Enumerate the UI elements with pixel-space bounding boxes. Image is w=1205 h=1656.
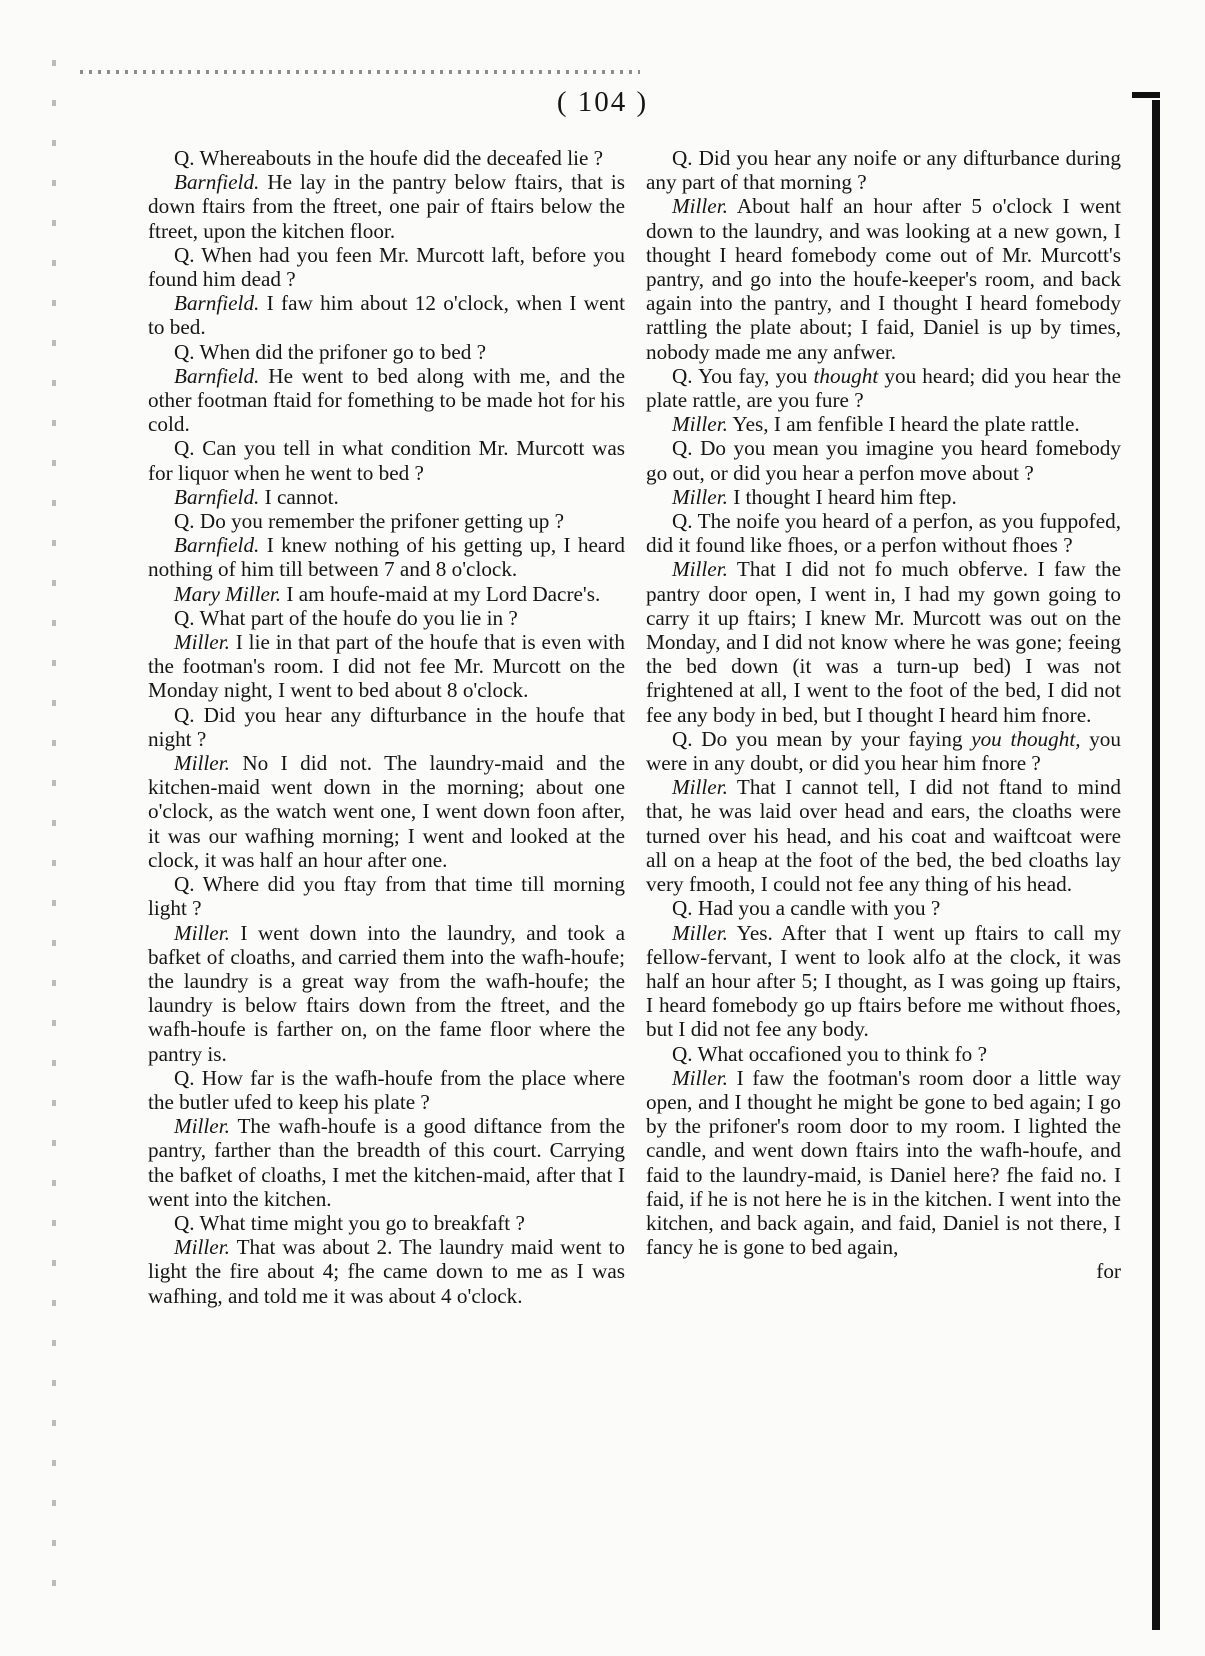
testimony-question <box>646 509 1121 557</box>
testimony-answer <box>148 1235 625 1308</box>
paragraph-text: I am houfe-maid at my Lord Dacre's. <box>281 581 601 606</box>
testimony-answer <box>148 1114 625 1211</box>
speaker-name: Miller. <box>174 1235 230 1260</box>
emphasis-text: thought <box>813 363 879 388</box>
paragraph-text: Q. Can you tell in what condition Mr. Murcott was for liquor when he went to bed ? <box>148 436 625 485</box>
paragraph-text: Q. The noife you heard of a perfon, as you fuppofed, did it found like fhoes, or a perfon without fhoes ? <box>646 509 1121 558</box>
paragraph-text: He lay in the pantry below ftairs, that is down ftairs from the ftreet, one pair of ftairs below the ftreet, upon the kitchen floor. <box>148 170 625 243</box>
paragraph-text: No I did not. The laundry-maid and the kitchen-maid went down in the morning; about one o'clock, as the watch went one, I went down foon after, it was our wafhing morning; I went and looked at the clock, it was half an hour after one. <box>148 751 625 872</box>
speaker-name: Mary Miller. <box>174 581 282 606</box>
testimony-question <box>646 896 1121 920</box>
catchword: for <box>1096 1259 1121 1284</box>
paragraph-text: Q. When did the prifoner go to bed ? <box>174 339 487 364</box>
testimony-question <box>646 1042 1121 1066</box>
speaker-name: Barnfield. <box>174 291 260 316</box>
testimony-answer <box>148 291 625 339</box>
emphasis-text: you thought, <box>971 726 1081 751</box>
testimony-answer <box>646 194 1121 363</box>
speaker-name: Miller. <box>174 1114 230 1139</box>
paragraph-text: That I did not fo much obferve. I faw the pantry door open, I went in, I had my gown going to carry it up ftairs; I knew Mr. Murcott was out on the Monday, and I did not know where he was gone; feeing the bed down (it was a turn-up bed) I was not frightened at all, I went to the foot of the bed, I did not fee any body in bed, but I thought I heard him fnore. <box>646 557 1121 727</box>
testimony-question <box>148 1066 625 1114</box>
paragraph-text: Q. Do you mean you imagine you heard fomebody go out, or did you hear a perfon move about ? <box>646 436 1121 485</box>
paragraph-text: Yes. After that I went up ftairs to call my fellow-fervant, I went to look alfo at the clock, it was half an hour after 5; I thought, as I was going up ftairs, I heard fomebody go up ftairs before me without fhoes, but I did not fee any body. <box>646 920 1121 1042</box>
speaker-name: Miller. <box>174 751 230 776</box>
paragraph-text: I cannot. <box>259 484 339 509</box>
testimony-answer <box>148 751 625 872</box>
testimony-answer <box>646 775 1121 896</box>
paragraph-text: I lie in that part of the houfe that is even with the footman's room. I did not fee Mr. Murcott on the Monday night, I went to bed about 8 o'clock. <box>148 630 625 703</box>
testimony-answer <box>148 364 625 437</box>
testimony-question <box>148 243 625 291</box>
testimony-answer <box>646 485 1121 509</box>
paragraph-text: Q. When had you feen Mr. Murcott laft, before you found him dead ? <box>148 242 625 292</box>
paragraph-text: I faw him about 12 o'clock, when I went to bed. <box>148 291 625 340</box>
testimony-answer <box>646 921 1121 1042</box>
testimony-question <box>148 1211 625 1235</box>
speaker-name: Miller. <box>672 194 728 219</box>
testimony-answer <box>646 557 1121 726</box>
paragraph-text: Q. Do you remember the prifoner getting up ? <box>174 509 565 534</box>
speaker-name: Miller. <box>672 920 728 945</box>
testimony-question <box>646 364 1121 412</box>
testimony-question <box>646 436 1121 484</box>
paragraph-text: Q. Whereabouts in the houfe did the deceafed lie ? <box>174 146 604 170</box>
speaker-name: Barnfield. <box>174 484 260 509</box>
paragraph-text: Q. Did you hear any difturbance in the houfe that night ? <box>148 702 625 751</box>
testimony-question <box>646 727 1121 775</box>
testimony-answer <box>148 582 625 606</box>
testimony-question <box>148 146 625 170</box>
paragraph-text: Q. What occafioned you to think fo ? <box>672 1041 987 1066</box>
paragraph-text-continued: you heard; did you hear the plate rattle, are you fure ? <box>646 363 1122 413</box>
testimony-answer <box>646 1066 1121 1260</box>
paragraph-text: Q. Did you hear any noife or any difturbance during any part of that morning ? <box>646 146 1121 195</box>
testimony-question <box>148 872 625 920</box>
paragraph-text: He went to bed along with me, and the other footman ftaid for fomething to be made hot for his cold. <box>148 363 625 437</box>
testimony-answer <box>148 630 625 703</box>
right-column <box>646 146 1121 1284</box>
paragraph-text: Q. How far is the wafh-houfe from the place where the butler ufed to keep his plate ? <box>148 1065 625 1114</box>
paragraph-text: Q. Do you mean by your faying <box>672 726 972 751</box>
testimony-answer <box>148 921 625 1066</box>
paragraph-text: Yes, I am fenfible I heard the plate rattle. <box>727 412 1080 437</box>
paragraph-text: Q. Had you a candle with you ? <box>672 896 941 921</box>
paragraph-text: Q. You fay, you <box>672 363 814 388</box>
speaker-name: Miller. <box>672 775 728 800</box>
scan-artifact-right-edge <box>1152 100 1160 1630</box>
testimony-question <box>646 146 1121 194</box>
speaker-name: Miller. <box>672 557 728 582</box>
paragraph-text: That I cannot tell, I did not ftand to mind that, he was laid over head and ears, the cloaths were turned over his head, and his coat and waiftcoat were all on a heap at the foot of the bed, the bed cloaths lay very fmooth, I could not fee any thing of his head. <box>646 775 1121 897</box>
speaker-name: Miller. <box>174 630 230 655</box>
testimony-answer <box>148 170 625 243</box>
left-column <box>148 146 625 1308</box>
paragraph-text: I knew nothing of his getting up, I heard nothing of him till between 7 and 8 o'clock. <box>148 533 625 582</box>
scan-artifact-top <box>80 70 640 74</box>
paragraph-text: The wafh-houfe is a good diftance from the pantry, farther than the breadth of this court. Carrying the bafket of cloaths, I met the kitchen-maid, after that I went into the kitchen. <box>148 1114 625 1211</box>
testimony-question <box>148 340 625 364</box>
speaker-name: Miller. <box>672 412 728 437</box>
testimony-question <box>148 509 625 533</box>
testimony-answer <box>646 412 1121 436</box>
speaker-name: Miller. <box>672 1065 728 1090</box>
speaker-name: Miller. <box>174 920 230 945</box>
testimony-question <box>148 703 625 751</box>
paragraph-text: Q. What time might you go to breakfaft ? <box>174 1210 525 1235</box>
speaker-name: Barnfield. <box>174 170 260 195</box>
paragraph-text: I went down into the laundry, and took a bafket of cloaths, and carried them into the wafh-houfe; the laundry is a great way from the wafh-houfe; the laundry is below ftairs down from the ftreet, and the wafh-houfe is farther on, on the fame floor where the pantry is. <box>148 920 625 1066</box>
testimony-question <box>148 436 625 484</box>
testimony-question <box>148 606 625 630</box>
paragraph-text-continued: you were in any doubt, or did you hear him fnore ? <box>646 726 1121 776</box>
paragraph-text: Q. Where did you ftay from that time till morning light ? <box>148 872 625 921</box>
speaker-name: Miller. <box>672 484 728 509</box>
speaker-name: Barnfield. <box>174 533 260 558</box>
paragraph-text: Q. What part of the houfe do you lie in ? <box>174 605 518 630</box>
paragraph-text: About half an hour after 5 o'clock I went down to the laundry, and was looking at a new gown, I thought I heard fomebody come out of Mr. Murcott's pantry, and go into the houfe-keeper's room, and back again into the pantry, and I thought I heard fomebody rattling the plate about; I faid, Daniel is up by times, nobody made me any anfwer. <box>646 194 1121 364</box>
paragraph-text: I faw the footman's room door a little way open, and I thought he might be gone to bed again; I go by the prifoner's room door to my room. I lighted the candle, and went down ftairs into the wafh-houfe, and faid to the laundry-maid, is Daniel here? fhe faid no. I faid, if he is not here he is in the kitchen. I went into the kitchen, and back again, and faid, Daniel is not there, I fancy he is gone to bed again, <box>646 1065 1121 1260</box>
page-number: ( 104 ) <box>556 86 649 118</box>
speaker-name: Barnfield. <box>174 363 260 388</box>
paragraph-text: I thought I heard him ftep. <box>727 484 957 509</box>
paragraph-text: That was about 2. The laundry maid went to light the fire about 4; fhe came down to me as I was wafhing, and told me it was about 4 o'clock. <box>148 1235 625 1308</box>
testimony-answer <box>148 533 625 581</box>
scan-artifact-left <box>52 60 56 1620</box>
testimony-answer <box>148 485 625 509</box>
